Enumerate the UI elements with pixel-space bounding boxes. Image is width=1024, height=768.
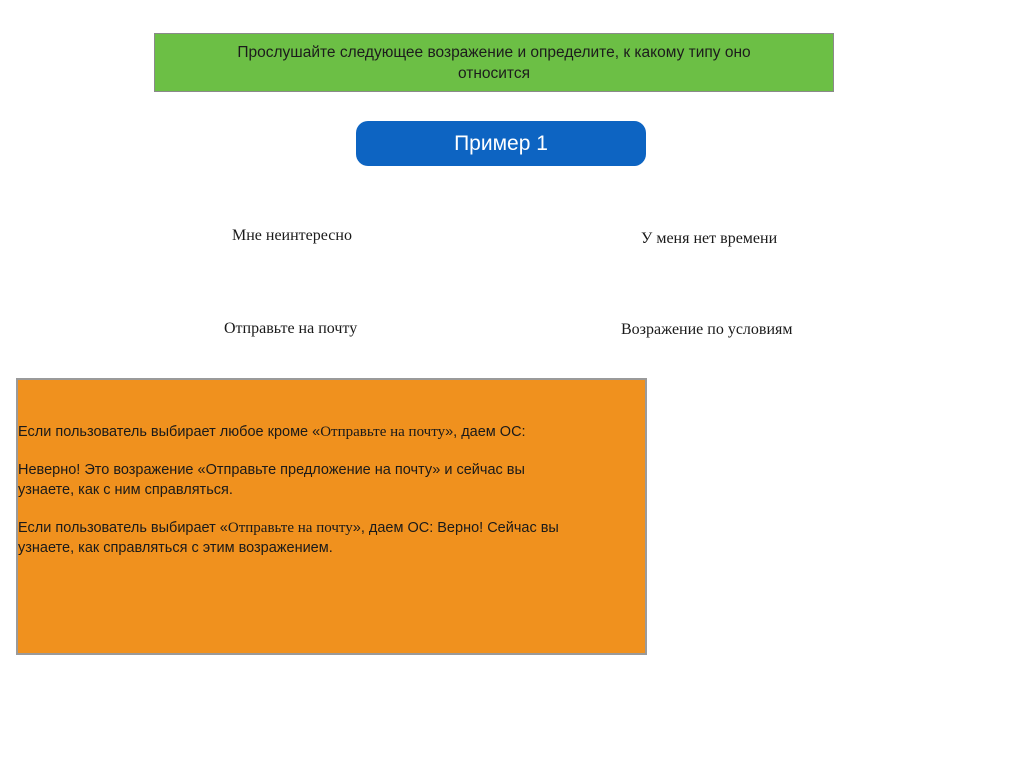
feedback-p3-start: Если пользователь выбирает « xyxy=(18,520,228,536)
feedback-p3-end: », даем ОС: Верно! Сейчас вы xyxy=(352,520,559,536)
example-1-button[interactable]: Пример 1 xyxy=(356,121,646,166)
feedback-p3-line-2: узнаете, как справляться с этим возражением. xyxy=(18,540,333,556)
option-not-interested[interactable]: Мне неинтересно xyxy=(232,227,352,244)
instruction-text-line-1: Прослушайте следующее возражение и определите, к какому типу оно xyxy=(237,44,751,61)
feedback-paragraph-correct-choice xyxy=(18,518,623,558)
feedback-p1-end: », даем ОС: xyxy=(445,424,526,440)
instruction-banner xyxy=(154,33,834,92)
feedback-note xyxy=(16,378,647,655)
instruction-text-line-2: относится xyxy=(457,65,531,82)
feedback-p2-line-2: узнаете, как с ним справляться. xyxy=(18,482,233,498)
feedback-paragraph-wrong-choice xyxy=(18,422,623,442)
feedback-p1-quote: Отправьте на почту xyxy=(320,424,446,440)
option-send-by-email[interactable]: Отправьте на почту xyxy=(224,320,358,337)
feedback-paragraph-incorrect xyxy=(18,460,623,500)
feedback-p2-line-1: Неверно! Это возражение «Отправьте предложение на почту» и сейчас вы xyxy=(18,462,525,478)
feedback-p1-start: Если пользователь выбирает любое кроме « xyxy=(18,424,321,440)
option-terms-objection[interactable]: Возражение по условиям xyxy=(621,321,793,338)
option-no-time[interactable]: У меня нет времени xyxy=(641,230,778,247)
feedback-p3-quote: Отправьте на почту xyxy=(227,520,353,536)
